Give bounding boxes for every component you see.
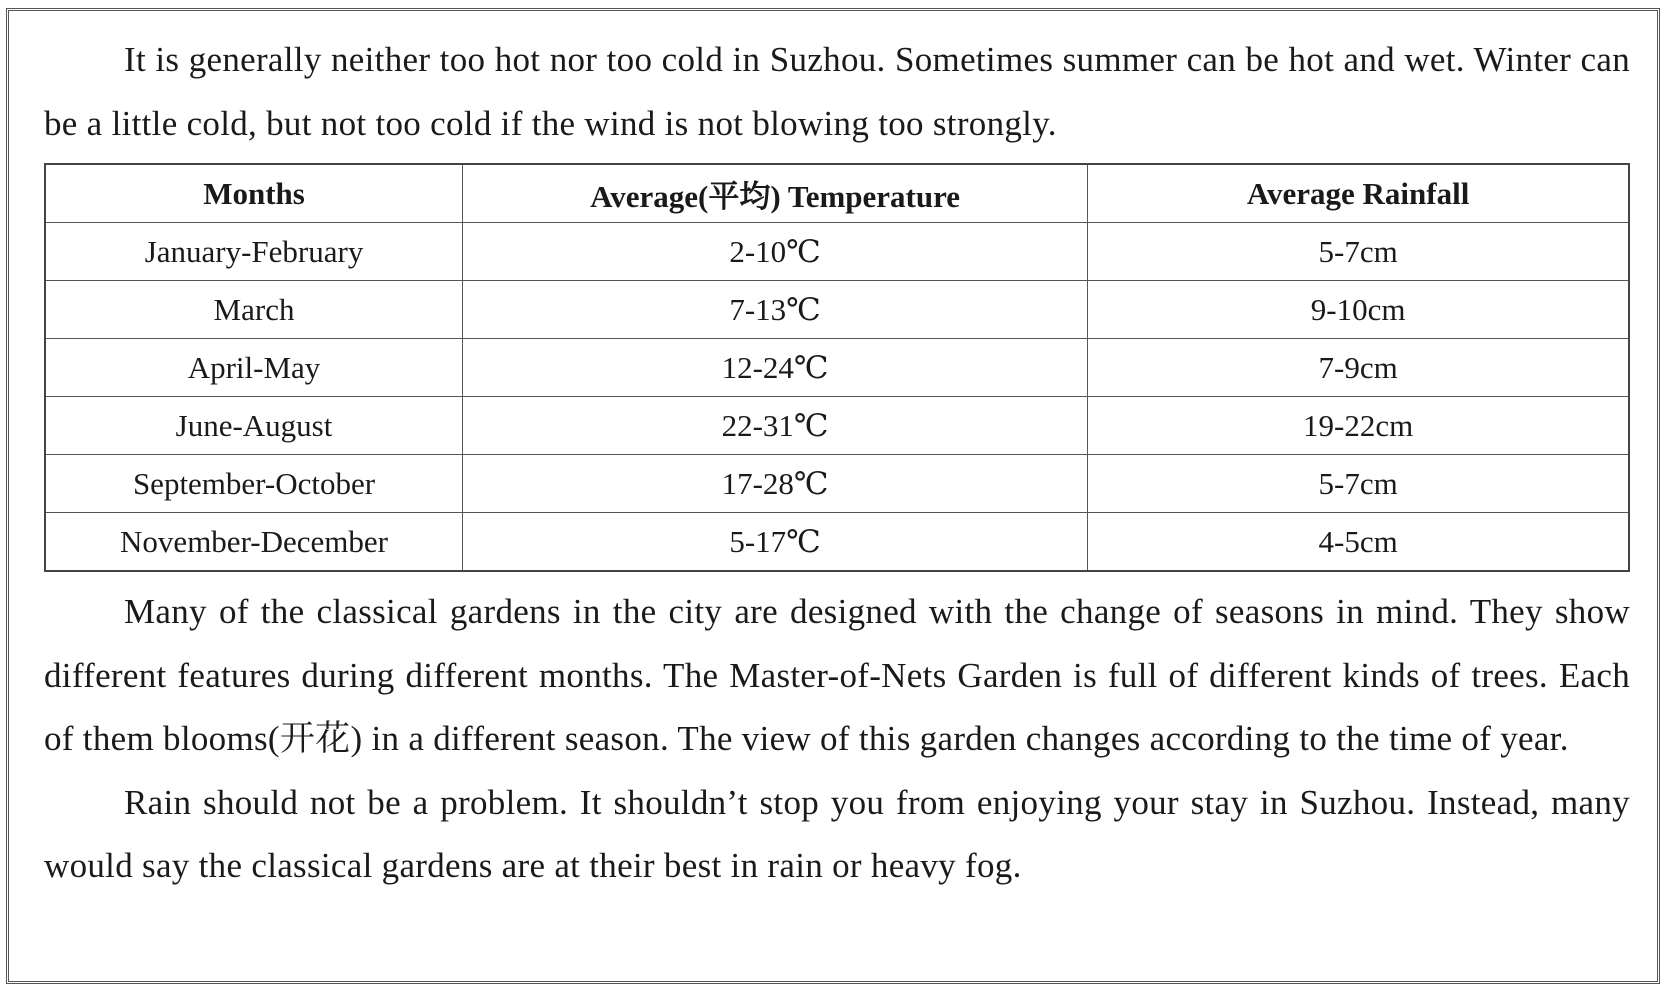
table-row xyxy=(45,339,1629,397)
cell-rainfall: 5-7cm xyxy=(1088,455,1629,513)
table-row xyxy=(45,513,1629,572)
cell-months: September-October xyxy=(45,455,463,513)
cell-months: March xyxy=(45,281,463,339)
intro-paragraph: It is generally neither too hot nor too cold in Suzhou. Sometimes summer can be hot and wet. Winter can be a little cold, but not too cold if the wind is not blowing too strongly. xyxy=(44,40,1630,143)
header-temperature: Average(平均) Temperature xyxy=(463,164,1088,223)
cell-rainfall: 9-10cm xyxy=(1088,281,1629,339)
cell-months: April-May xyxy=(45,339,463,397)
header-months: Months xyxy=(45,164,463,223)
cell-rainfall: 19-22cm xyxy=(1088,397,1629,455)
document-body xyxy=(44,28,1630,898)
climate-table xyxy=(44,163,1630,572)
cell-rainfall: 4-5cm xyxy=(1088,513,1629,572)
cell-temperature: 7-13℃ xyxy=(463,281,1088,339)
table-header-row xyxy=(45,164,1629,223)
cell-temperature: 2-10℃ xyxy=(463,223,1088,281)
cell-months: November-December xyxy=(45,513,463,572)
cell-temperature: 12-24℃ xyxy=(463,339,1088,397)
cell-temperature: 5-17℃ xyxy=(463,513,1088,572)
cell-temperature: 17-28℃ xyxy=(463,455,1088,513)
cell-rainfall: 5-7cm xyxy=(1088,223,1629,281)
table-row xyxy=(45,397,1629,455)
cell-months: January-February xyxy=(45,223,463,281)
table-row xyxy=(45,281,1629,339)
header-rainfall: Average Rainfall xyxy=(1088,164,1629,223)
table-row xyxy=(45,455,1629,513)
rain-paragraph: Rain should not be a problem. It shouldn’t stop you from enjoying your stay in Suzhou. Instead, many would say the classical gardens are at their best in rain or heavy fog. xyxy=(44,782,1630,885)
table-row xyxy=(45,223,1629,281)
cell-months: June-August xyxy=(45,397,463,455)
cell-temperature: 22-31℃ xyxy=(463,397,1088,455)
gardens-paragraph: Many of the classical gardens in the city are designed with the change of seasons in mind. They show different features during different months. The Master-of-Nets Garden is full of different kinds of trees. Each of them blooms(开花) in a different season. The view of this garden changes according to the time of year. xyxy=(44,592,1630,758)
cell-rainfall: 7-9cm xyxy=(1088,339,1629,397)
